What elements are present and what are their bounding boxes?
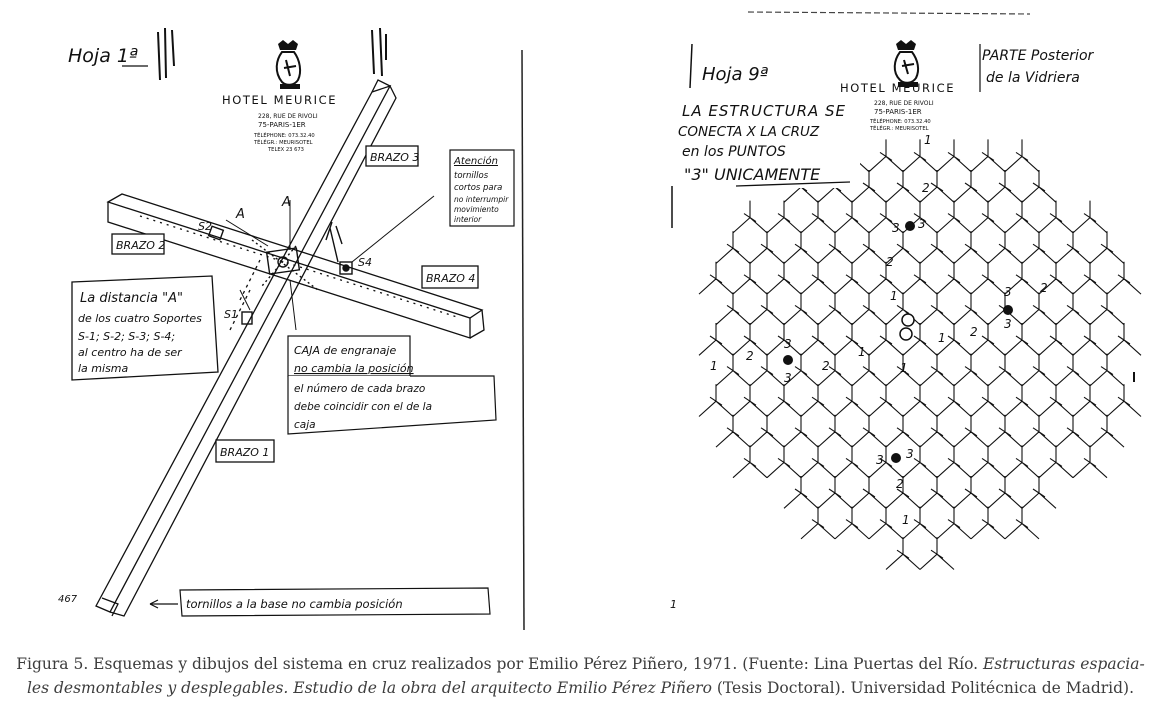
lattice-bars [699,139,1141,569]
svg-text:debe coincidir con el de la: debe coincidir con el de la [294,401,433,413]
hotel-phone: TÉLÉPHONE: 073.32.40 [870,119,931,125]
svg-text:la misma: la misma [78,362,129,375]
node-markers [783,221,1013,463]
svg-text:La distancia "A": La distancia "A" [80,291,183,306]
hotel-crest-icon [895,40,918,87]
hotel-telegraph: TÉLÉGR.: MEURISOTEL [870,126,929,132]
hotel-address: 228, RUE DE RIVOLI [258,113,318,120]
label-a: A [236,207,245,222]
svg-text:el número de cada brazo: el número de cada brazo [294,383,426,395]
svg-text:no interrumpir: no interrumpir [454,195,509,204]
svg-text:3: 3 [906,447,914,461]
svg-text:CONECTA X LA CRUZ: CONECTA X LA CRUZ [678,124,820,140]
svg-text:3: 3 [1004,285,1012,299]
structure-note [678,96,860,188]
lattice-grid [699,139,1141,569]
right-sketch-sheet [540,0,1161,645]
caption-suffix: (Tesis Doctoral). Universidad Politécnica de Madrid). [711,679,1135,697]
caja-note [288,280,496,434]
hotel-phone: TÉLÉPHONE: 073.32.40 [254,133,315,139]
node-numbers [710,133,1048,527]
svg-text:1: 1 [710,359,718,373]
svg-text:2: 2 [970,325,978,339]
hotel-telex: TELEX 23 673 [268,147,304,153]
svg-text:al centro ha de ser: al centro ha de ser [78,346,182,359]
label-s1: S1 [224,308,238,321]
top-note-line-2: de la Vidriera [986,70,1080,86]
svg-text:2: 2 [922,181,930,195]
svg-text:BRAZO 4: BRAZO 4 [426,272,476,285]
caption-title-1: Estructuras espacia- [982,655,1145,673]
hotel-telegraph: TÉLÉGR.: MEURISOTEL [254,140,313,146]
svg-text:1: 1 [902,513,910,527]
cross-system-sketch [0,0,540,645]
svg-text:cortos para: cortos para [454,183,503,193]
figure-caption [0,652,1161,700]
caption-title-2: les desmontables y desplegables. Estudio de la obra del arquitecto Emilio Pérez Piñero [26,679,712,697]
svg-text:3: 3 [784,337,792,351]
top-note-line-1: PARTE Posterior [982,48,1094,64]
label-a-2: A [282,195,291,210]
svg-text:1: 1 [858,345,866,359]
page-number-left: 467 [58,594,78,605]
page-number-right: 1 [670,598,677,611]
svg-text:1: 1 [900,361,908,375]
svg-text:BRAZO 1: BRAZO 1 [220,446,270,459]
svg-text:caja: caja [294,419,316,431]
svg-text:interior: interior [454,215,482,224]
svg-text:3: 3 [918,217,926,231]
svg-text:de los cuatro Soportes: de los cuatro Soportes [78,312,202,325]
left-sketch-sheet [0,0,540,645]
hotel-city: 75-PARIS-1ER [258,121,306,129]
hotel-name: HOTEL MEURICE [222,93,338,107]
hotel-name: HOTEL MEURICE [840,81,956,95]
svg-text:tornillos: tornillos [454,171,489,181]
brazo2-tag [112,234,165,254]
atencion-note [352,150,514,262]
svg-text:S-1; S-2; S-3; S-4;: S-1; S-2; S-3; S-4; [78,330,176,343]
svg-text:3: 3 [876,453,884,467]
svg-text:movimiento: movimiento [454,205,499,214]
bottom-note [150,588,490,616]
brazo4-tag [422,266,478,288]
svg-text:3: 3 [892,221,900,235]
label-s2: S2 [198,220,212,233]
hotel-crest-icon [277,40,300,89]
sheet-label: Hoja 1ª [68,45,138,67]
svg-text:1: 1 [924,133,932,147]
label-s4: S4 [358,256,372,269]
distance-note [72,276,218,380]
lattice-structure-sketch [540,0,1161,645]
svg-text:BRAZO 3: BRAZO 3 [370,151,420,164]
svg-text:no cambia la posición: no cambia la posición [294,362,414,375]
svg-text:"3" UNICAMENTE: "3" UNICAMENTE [684,165,821,184]
brazo3-tag [366,146,419,166]
hotel-city: 75-PARIS-1ER [874,108,922,116]
svg-text:3: 3 [784,371,792,385]
svg-text:CAJA de engranaje: CAJA de engranaje [294,344,397,357]
svg-text:2: 2 [896,477,904,491]
svg-text:1: 1 [938,331,946,345]
svg-text:2: 2 [1040,281,1048,295]
svg-text:Atención: Atención [454,156,498,167]
svg-text:en los PUNTOS: en los PUNTOS [682,144,786,160]
caption-prefix: Figura 5. Esquemas y dibujos del sistema en cruz realizados por Emilio Pérez Piñero, 1971. (Fuente: Lina Puertas del Río. [16,655,983,673]
hotel-address: 228, RUE DE RIVOLI [874,100,934,107]
svg-text:BRAZO 2: BRAZO 2 [116,239,166,252]
sheet-label: Hoja 9ª [702,64,769,85]
brazo1-tag [216,440,274,462]
svg-text:2: 2 [886,255,894,269]
svg-text:LA ESTRUCTURA SE: LA ESTRUCTURA SE [682,102,847,120]
svg-text:tornillos a la base no cambia: tornillos a la base no cambia posición [186,597,403,611]
svg-text:2: 2 [822,359,830,373]
svg-text:2: 2 [746,349,754,363]
svg-text:3: 3 [1004,317,1012,331]
svg-text:1: 1 [890,289,898,303]
